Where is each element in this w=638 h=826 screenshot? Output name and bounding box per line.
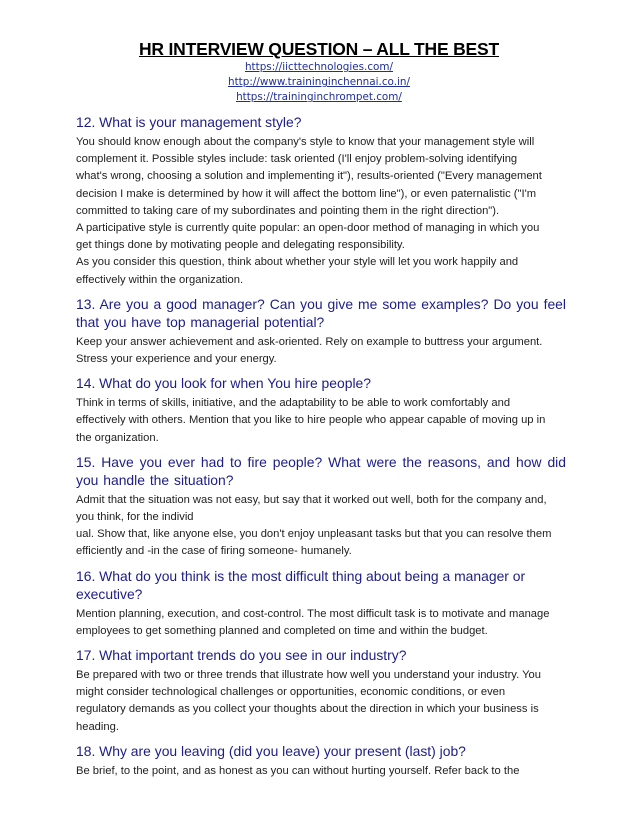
question-heading: 17. What important trends do you see in our industry?: [76, 647, 407, 664]
question-heading: 14. What do you look for when You hire people?: [76, 375, 371, 392]
question-heading: 16. What do you think is the most difficult thing about being a manager or executive?: [76, 567, 526, 602]
answer-line: Think in terms of skills, initiative, and the adaptability to be able to work comfortably and: [76, 397, 511, 410]
question-heading: 18. Why are you leaving (did you leave) your present (last) job?: [76, 742, 466, 759]
website-link-2[interactable]: http://www.traininginchennai.co.in/: [228, 76, 410, 89]
answer-line: committed to taking care of my subordinates and pointing them in the right direction").: [76, 204, 500, 217]
answer-line: decision I make is determined by how it will affect the bottom line"), or even paternalistic ("I'm: [76, 187, 537, 200]
question-heading: 15. Have you ever had to fire people? What were the reasons, and how did you handle the situation?: [76, 453, 566, 488]
answer-line: You should know enough about the company's style to know that your management style will: [76, 136, 535, 148]
answer-line: Be brief, to the point, and as honest as you can without hurting yourself. Refer back to the: [76, 764, 520, 777]
answer-line: Be prepared with two or three trends that illustrate how well you understand your industry. You: [76, 669, 541, 682]
answer-line: what's wrong, choosing a solution and implementing it"), results-oriented ("Every management: [76, 170, 542, 183]
answer-line: the organization.: [76, 431, 159, 444]
question-block: [76, 374, 566, 447]
answer-line: Stress your experience and your energy.: [76, 353, 277, 366]
question-block: [76, 453, 566, 561]
answer-line: effectively within the organization.: [76, 273, 244, 286]
answer-line: might consider technological challenges or opportunities, economic conditions, or even: [76, 686, 506, 699]
answer-line: you think, for the individ: [76, 511, 194, 524]
answer-line: employees to get something planned and completed on time and within the budget.: [76, 624, 488, 637]
answer-line: Admit that the situation was not easy, but say that it worked out well, both for the company and,: [76, 493, 547, 506]
answer-line: efficiently and -in the case of firing someone- humanely.: [76, 545, 352, 558]
answer-line: A participative style is currently quite popular: an open-door method of managing in which you: [76, 222, 540, 235]
website-link-1[interactable]: https://iicttechnologies.com/: [244, 61, 394, 73]
answer-line: heading.: [76, 720, 119, 733]
document-body: [76, 113, 566, 786]
question-block: [76, 567, 566, 640]
website-link-3[interactable]: https://traininginchrompet.com/: [236, 91, 402, 104]
answer-line: regulatory demands as you collect your thoughts about the direction in which your business is: [76, 703, 539, 716]
answer-line: Keep your answer achievement and ask-oriented. Rely on example to buttress your argument.: [76, 335, 543, 348]
document-header: [0, 38, 638, 106]
answer-line: effectively with others. Mention that you like to hire people who appear capable of moving up in: [76, 414, 546, 427]
question-block: [76, 113, 566, 289]
answer-line: As you consider this question, think about whether your style will let you work happily and: [76, 256, 519, 269]
question-block: [76, 295, 566, 368]
answer-line: complement it. Possible styles include: task oriented (I'll enjoy problem-solving identifying: [76, 153, 518, 166]
answer-line: Mention planning, execution, and cost-control. The most difficult task is to motivate and manage: [76, 607, 550, 620]
question-heading: 12. What is your management style?: [76, 114, 302, 130]
question-heading: 13. Are you a good manager? Can you give me some examples? Do you feel that you have top managerial potential?: [76, 295, 566, 330]
answer-line: get things done by motivating people and delegating responsibility.: [76, 239, 405, 252]
question-block: [76, 646, 566, 736]
answer-line: ual. Show that, like anyone else, you don't enjoy unpleasant tasks but that you can resolve them: [76, 528, 552, 541]
question-block: [76, 742, 566, 780]
document-title: HR INTERVIEW QUESTION – ALL THE BEST: [138, 39, 499, 59]
